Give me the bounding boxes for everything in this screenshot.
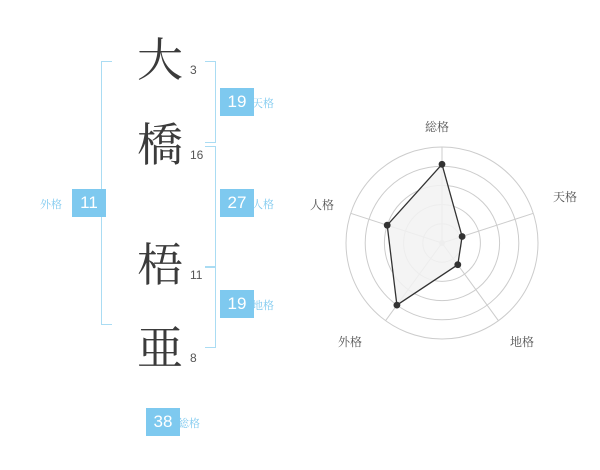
radar-chart xyxy=(300,0,600,470)
radar-data-point xyxy=(384,222,391,229)
badge-jinkaku-value: 27 xyxy=(220,189,254,217)
badge-gekaku-value: 11 xyxy=(72,189,106,217)
kanji-char-1: 大 xyxy=(137,33,183,87)
radar-data-point xyxy=(439,161,446,168)
badge-tenkaku-value: 19 xyxy=(220,88,254,116)
stroke-count-3: 11 xyxy=(190,268,203,282)
radar-chart-svg xyxy=(300,0,600,470)
stroke-count-1: 3 xyxy=(190,63,197,77)
badge-tenkaku-label: 天格 xyxy=(252,97,274,110)
radar-axis-label-soukaku: 総格 xyxy=(425,120,450,134)
radar-data-point xyxy=(394,302,401,309)
stroke-count-4: 8 xyxy=(190,351,197,365)
bracket-jinkaku xyxy=(205,146,216,268)
bracket-tenkaku xyxy=(205,61,216,143)
radar-data-polygon xyxy=(387,164,462,305)
radar-axis-label-tenkaku: 天格 xyxy=(553,190,578,204)
bracket-chikaku xyxy=(205,266,216,348)
badge-gekaku-label: 外格 xyxy=(40,198,62,211)
radar-data-point xyxy=(459,233,466,240)
radar-axis-label-gekaku: 外格 xyxy=(338,335,363,349)
badge-chikaku-value: 19 xyxy=(220,290,254,318)
kanji-char-3: 梧 xyxy=(137,238,183,292)
stroke-count-2: 16 xyxy=(190,148,204,162)
radar-axis-label-jinkaku: 人格 xyxy=(310,198,335,212)
badge-soukaku-label: 総格 xyxy=(178,417,200,430)
kanji-char-4: 亜 xyxy=(137,321,183,375)
badge-chikaku-label: 地格 xyxy=(252,299,274,312)
badge-soukaku-value: 38 xyxy=(146,408,180,436)
radar-data-point xyxy=(454,261,461,268)
badge-jinkaku-label: 人格 xyxy=(252,198,274,211)
radar-axis-label-chikaku: 地格 xyxy=(510,335,535,349)
kanji-char-2: 橋 xyxy=(137,118,183,172)
